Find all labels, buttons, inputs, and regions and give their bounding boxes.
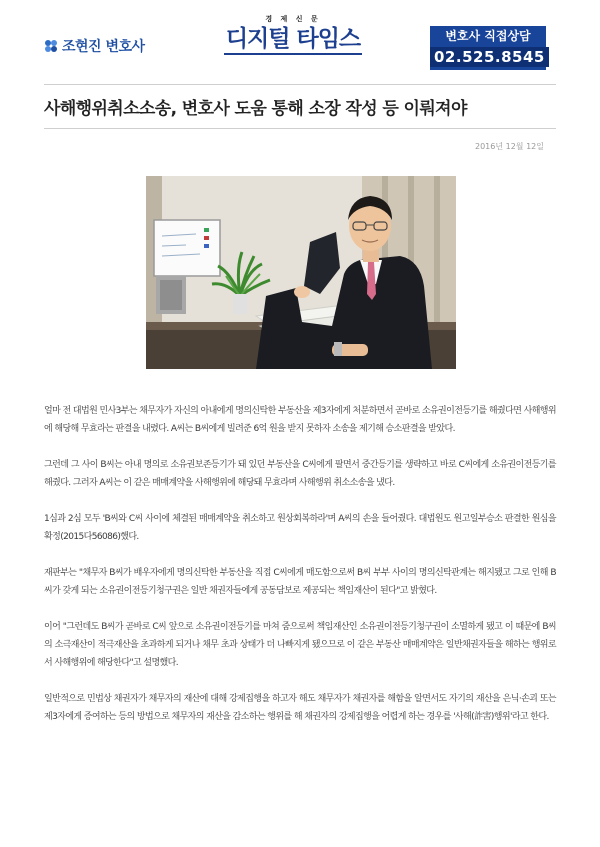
contact-phone[interactable]: 02.525.8545 — [430, 47, 549, 67]
masthead-title: 디지털 타임스 — [225, 26, 361, 52]
article-body — [44, 402, 556, 744]
article-paragraph: 1심과 2심 모두 'B씨와 C씨 사이에 체결된 매매계약을 취소하고 원상회복하라'며 A씨의 손을 들어줬다. 대법원도 원고일부승소 판결한 원심을 확정(2015다56086)했다. — [44, 514, 556, 542]
page-header — [0, 0, 600, 80]
brand-logo-icon — [44, 39, 58, 53]
article-photo — [146, 176, 456, 369]
article-paragraph: 재판부는 "채무자 B씨가 배우자에게 명의신탁한 부동산을 직접 C씨에게 매도함으로써 B씨 부부 사이의 명의신탁관계는 해지됐고 그로 인해 B씨가 갖게 되는 소유권이전등기청구권은 일반 채권자들에게 공동담보로 제공되는 책임재산이 된다"고 밝혔다. — [44, 568, 556, 596]
title-top-divider — [44, 84, 556, 85]
article-date: 2016년 12월 12일 — [475, 142, 544, 151]
title-bottom-divider — [44, 128, 556, 129]
lawyer-portrait-illustration — [146, 176, 456, 369]
lawyer-brand[interactable] — [44, 36, 145, 56]
contact-label: 변호사 직접상담 — [445, 29, 531, 43]
brand-name: 조현진 변호사 — [62, 39, 145, 55]
consultation-contact-button[interactable] — [430, 26, 546, 70]
newspaper-masthead — [218, 14, 368, 55]
masthead-underline — [224, 53, 362, 55]
masthead-subtitle: 경 제 신 문 — [265, 15, 321, 23]
article-title: 사해행위취소소송, 변호사 도움 통해 소장 작성 등 이뤄져야 — [44, 99, 467, 119]
article-paragraph: 얼마 전 대법원 민사3부는 채무자가 자신의 아내에게 명의신탁한 부동산을 제3자에게 처분하면서 곧바로 소유권이전등기를 해줬다면 사해행위에 해당해 무효라는 판결을 내렸다. A씨는 B씨에게 빌려준 6억 원을 받지 못하자 소송을 제기해 승소판결을 받았다. — [44, 406, 556, 434]
article-paragraph: 이어 "그런데도 B씨가 곧바로 C씨 앞으로 소유권이전등기를 마쳐 줌으로써 책임재산인 소유권이전등기청구권이 소멸하게 됐고 이 때문에 B씨의 소극재산이 적극재산을 초과하게 되거나 채무 초과 상태가 더 나빠지게 됐으므로 이 같은 부동산 매매계약은 일반채권자들을 해하는 행위로서 사해행위에 해당한다"고 설명했다. — [44, 622, 556, 668]
article-paragraph: 일반적으로 민법상 채권자가 채무자의 재산에 대해 강제집행을 하고자 해도 채무자가 채권자를 해함을 알면서도 자기의 재산을 은닉·손괴 또는 제3자에게 증여하는 등의 방법으로 채무자의 재산을 감소하는 행위를 해 채권자의 강제집행을 어렵게 하는 경우를 '사해(詐害)행위'라고 한다. — [44, 694, 556, 722]
article-paragraph: 그런데 그 사이 B씨는 아내 명의로 소유권보존등기가 돼 있던 부동산을 C씨에게 팔면서 중간등기를 생략하고 바로 C씨에게 소유권이전등기를 해줬다. 그러자 A씨는 이 같은 매매계약을 사해행위에 해당돼 무효라며 사해행위 취소소송을 냈다. — [44, 460, 556, 488]
